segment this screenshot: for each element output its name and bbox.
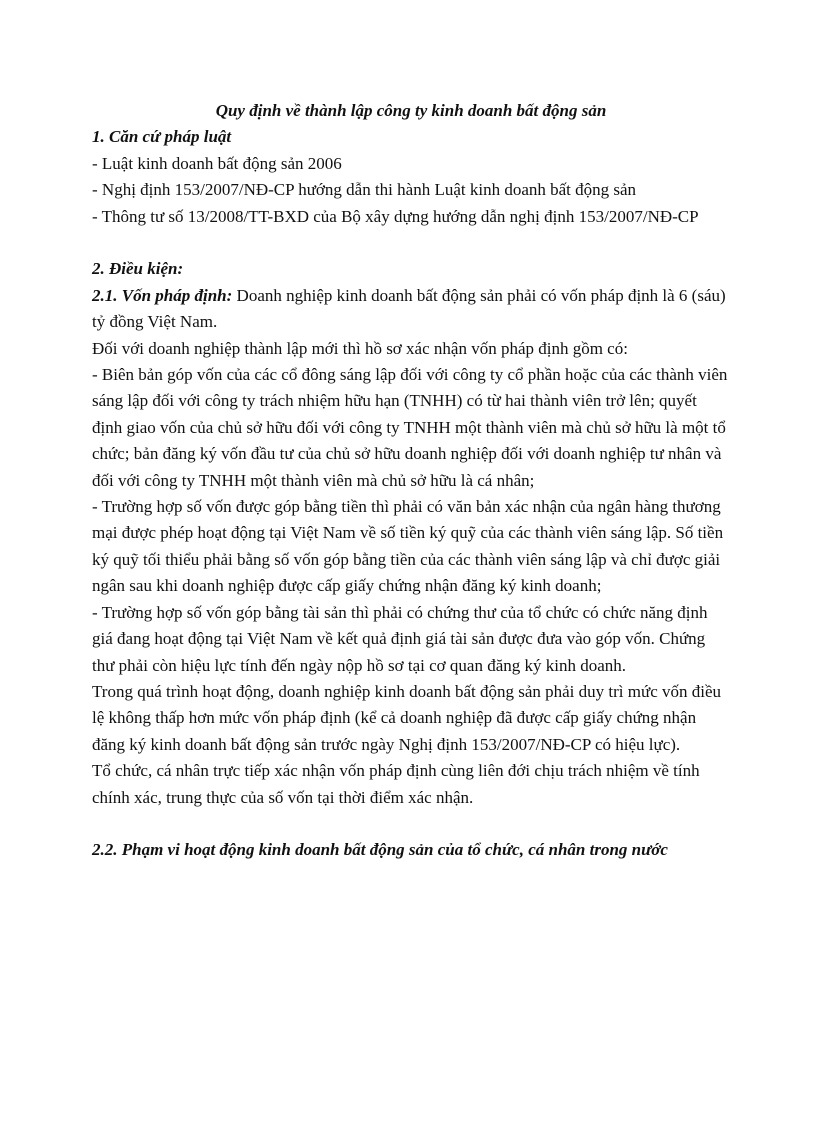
legal-basis-item: - Luật kinh doanh bất động sản 2006 (92, 153, 342, 173)
legal-basis-item: - Nghị định 153/2007/NĐ-CP hướng dẫn thi hành Luật kinh doanh bất động sản (92, 180, 637, 200)
paragraph: Trong quá trình hoạt động, doanh nghiệp kinh doanh bất động sản phải duy trì mức vốn điều lệ không thấp hơn mức vốn pháp định (kể cả doanh nghiệp đã được cấp giấy chứng nhận đăng ký kinh doanh bất động sản trước ngày Nghị định 153/2007/NĐ-CP có hiệu lực). (92, 681, 722, 754)
paragraph: Đối với doanh nghiệp thành lập mới thì hồ sơ xác nhận vốn pháp định gồm có: (92, 338, 628, 358)
document-page (92, 98, 730, 864)
spacer (92, 230, 730, 256)
legal-basis-item: - Thông tư số 13/2008/TT-BXD của Bộ xây dựng hướng dẫn nghị định 153/2007/NĐ-CP (92, 206, 699, 226)
subsection-2-1-text: Doanh nghiệp kinh doanh bất động sản phải có vốn pháp định là 6 (sáu) tỷ đồng Việt Nam. (92, 285, 726, 332)
subsection-2-2-heading: 2.2. Phạm vi hoạt động kinh doanh bất động sản của tổ chức, cá nhân trong nước (92, 840, 668, 860)
section-2-heading: 2. Điều kiện: (92, 259, 184, 279)
subsection-2-1-label: 2.1. Vốn pháp định: (92, 285, 233, 305)
spacer (92, 811, 730, 837)
paragraph: Tổ chức, cá nhân trực tiếp xác nhận vốn pháp định cùng liên đới chịu trách nhiệm về tính chính xác, trung thực của số vốn tại thời điểm xác nhận. (92, 761, 700, 807)
section-1-heading: 1. Căn cứ pháp luật (92, 127, 232, 147)
paragraph: - Biên bản góp vốn của các cổ đông sáng lập đối với công ty cổ phần hoặc của các thành viên sáng lập đối với công ty trách nhiệm hữu hạn (TNHH) có từ hai thành viên trở lên; quyết định giao vốn của chủ sở hữu đối với công ty TNHH một thành viên mà chủ sở hữu là một tổ chức; bản đăng ký vốn đầu tư của chủ sở hữu doanh nghiệp đối với doanh nghiệp tư nhân và đối với công ty TNHH một thành viên mà chủ sở hữu là cá nhân; (92, 365, 728, 490)
subsection-2-1 (92, 283, 730, 336)
document-title: Quy định về thành lập công ty kinh doanh bất động sản (215, 101, 607, 120)
paragraph: - Trường hợp số vốn góp bằng tài sản thì phải có chứng thư của tổ chức có chức năng định giá đang hoạt động tại Việt Nam về kết quả định giá tài sản được đưa vào góp vốn. Chứng thư phải còn hiệu lực tính đến ngày nộp hồ sơ tại cơ quan đăng ký kinh doanh. (92, 602, 708, 675)
paragraph: - Trường hợp số vốn được góp bằng tiền thì phải có văn bản xác nhận của ngân hàng thương mại được phép hoạt động tại Việt Nam về số tiền ký quỹ của các thành viên sáng lập. Số tiền ký quỹ tối thiểu phải bằng số vốn góp bằng tiền của các thành viên sáng lập và chỉ được giải ngân sau khi doanh nghiệp được cấp giấy chứng nhận đăng ký kinh doanh; (92, 497, 724, 596)
